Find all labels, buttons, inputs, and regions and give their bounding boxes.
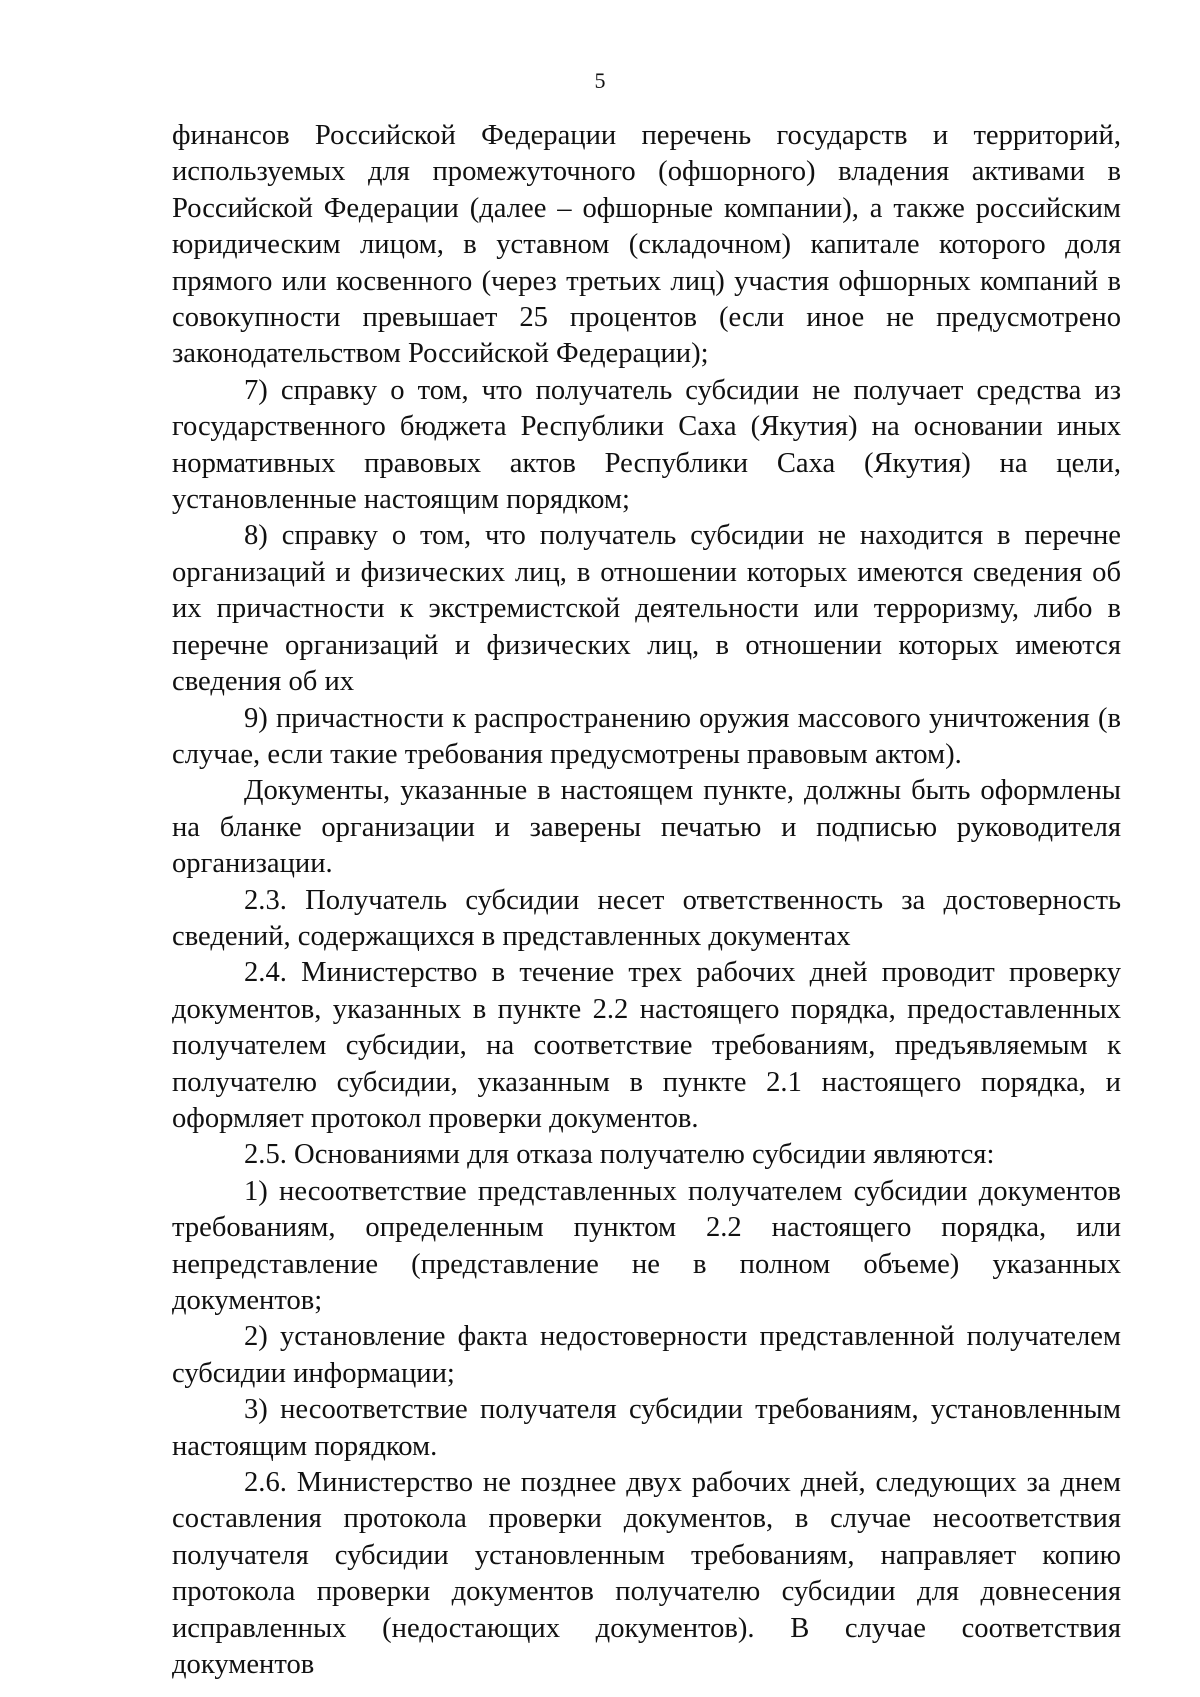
paragraph-item-8: 8) справку о том, что получатель субсидии не находится в перечне организаций и физических лиц, в отношении которых имеются сведения об их причастности к экстремистской деятельности или терроризму, либо в перечне организаций и физических лиц, в отношении которых имеются сведения об их [172, 520, 1121, 698]
paragraph-item-9: 9) причастности к распространению оружия массового уничтожения (в случае, если такие требования предусмотрены правовым актом). [172, 702, 1121, 770]
paragraph-2-5-item-2: 2) установление факта недостоверности представленной получателем субсидии информации; [172, 1321, 1121, 1389]
paragraph-2-4: 2.4. Министерство в течение трех рабочих дней проводит проверку документов, указанных в пункте 2.2 настоящего порядка, предоставленных получателем субсидии, на соответствие требованиям, предъявляемым к получателю субсидии, указанным в пункте 2.1 настоящего порядка, и оформляет протокол проверки документов. [172, 957, 1121, 1134]
paragraph-2-5: 2.5. Основаниями для отказа получателю субсидии являются: [244, 1139, 995, 1171]
page-number: 5 [594, 68, 606, 93]
paragraph-2-5-item-1: 1) несоответствие представленных получателем субсидии документов требованиям, определенным пунктом 2.2 настоящего порядка, или непредставление (представление не в полном объеме) указанных документов; [172, 1175, 1121, 1316]
paragraph-2-3: 2.3. Получатель субсидии несет ответственность за достоверность сведений, содержащихся в представленных документах [172, 884, 1121, 952]
paragraph-2-5-item-3: 3) несоответствие получателя субсидии требованиям, установленным настоящим порядком. [172, 1394, 1121, 1462]
paragraph-item-7: 7) справку о том, что получатель субсидии не получает средства из государственного бюджета Республики Саха (Якутия) на основании иных нормативных правовых актов Республики Саха (Якутия) на цели, установленные настоящим порядком; [172, 374, 1121, 516]
paragraph-documents-requirements: Документы, указанные в настоящем пункте, должны быть оформлены на бланке организации и заверены печатью и подписью руководителя организации. [172, 775, 1121, 880]
paragraph-offshore-continuation: финансов Российской Федерации перечень государств и территорий, используемых для промежуточного (офшорного) владения активами в Российской Федерации (далее – офшорные компании), а также российским юридическим лицом, в уставном (складочном) капитале которого доля прямого или косвенного (через третьих лиц) участия офшорных компаний в совокупности превышает 25 процентов (если иное не предусмотрено законодательством Российской Федерации); [172, 120, 1121, 370]
paragraph-2-6: 2.6. Министерство не позднее двух рабочих дней, следующих за днем составления протокола проверки документов, в случае несоответствия получателя субсидии установленным требованиям, направляет копию протокола проверки документов получателю субсидии для довнесения исправленных (недостающих документов). В случае соответствия документов [172, 1467, 1121, 1681]
document-body [172, 118, 1121, 1683]
